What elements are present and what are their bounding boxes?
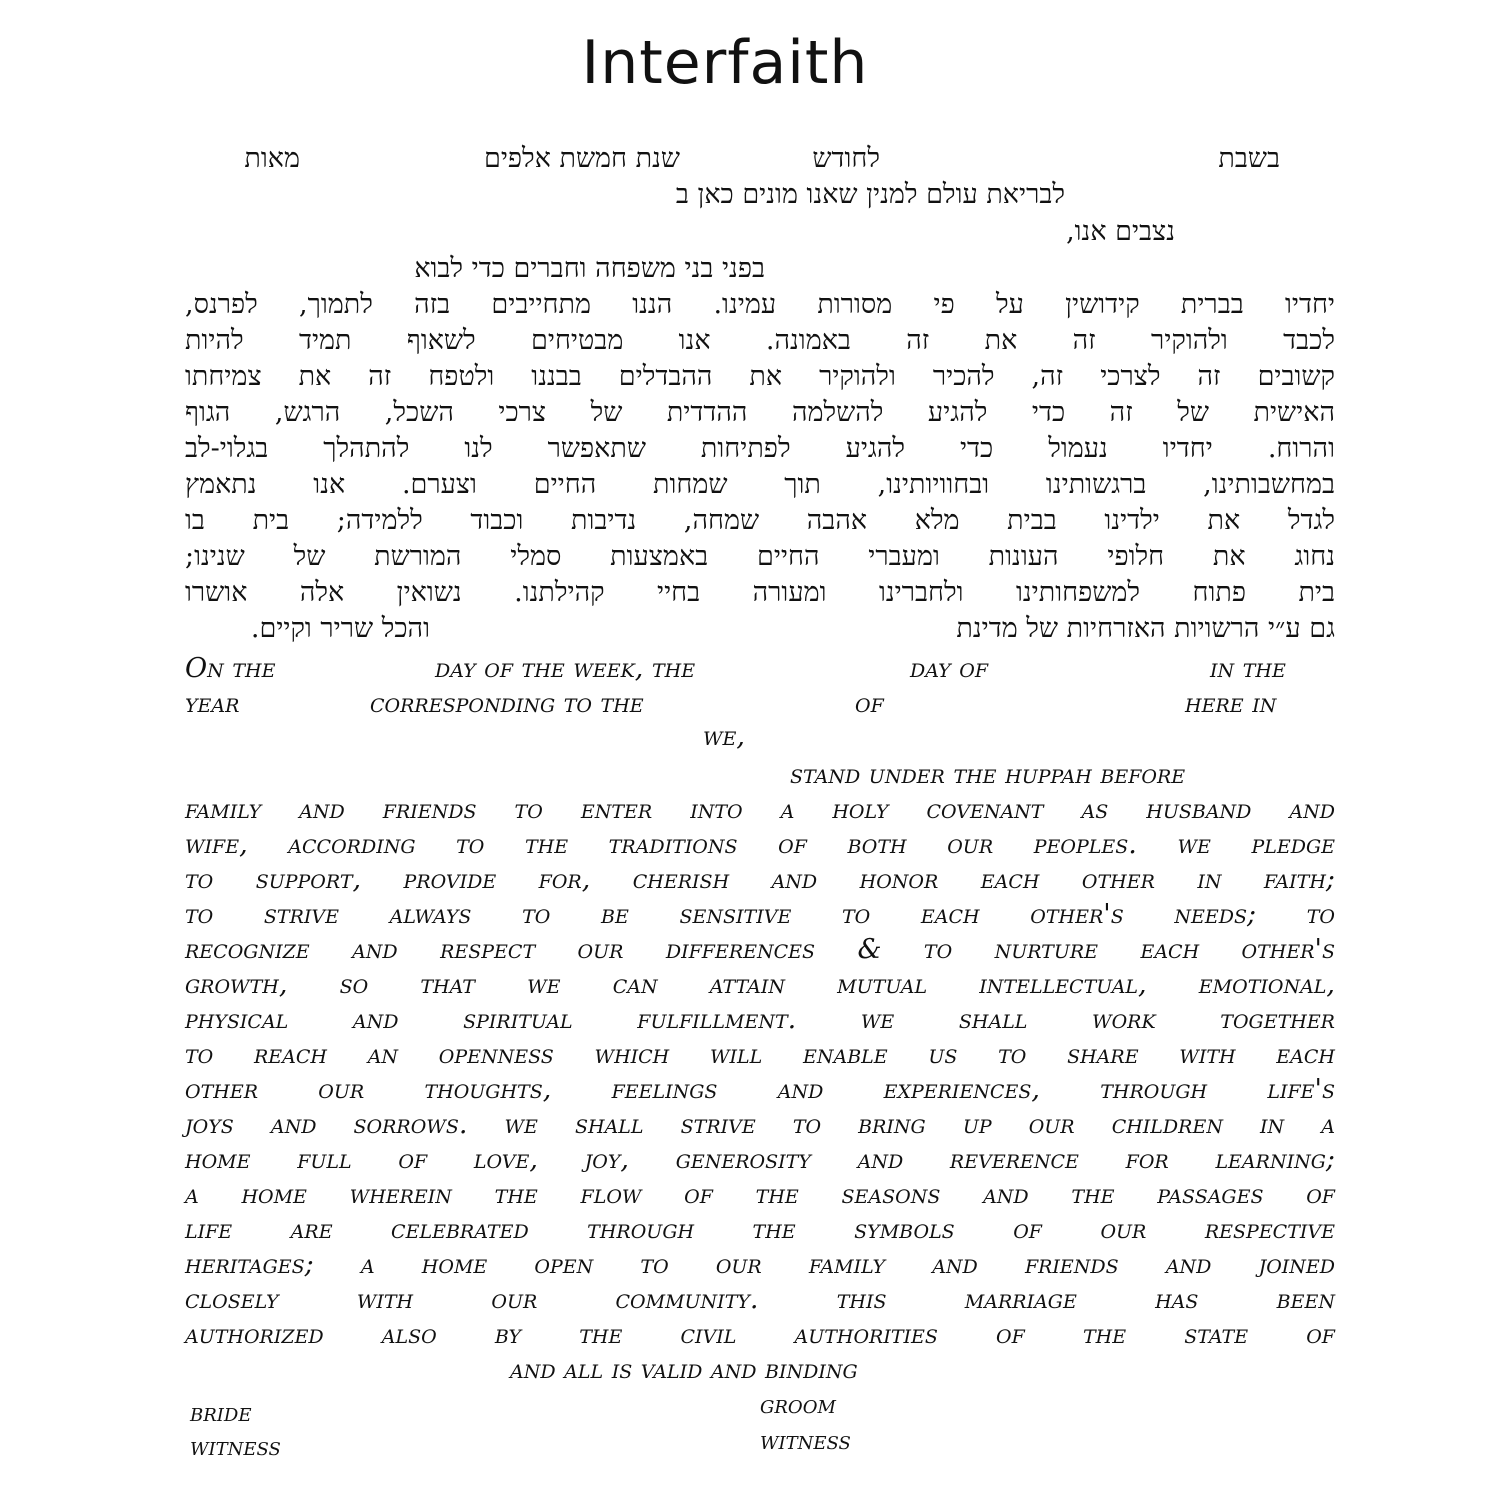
english-row2-1: year (185, 688, 240, 719)
english-body-line: growth, so that we can attain mutual intellectual, emotional, (185, 969, 1335, 1000)
hebrew-body-line: והרוח. יחדיו נעמול כדי להגיע לפתיחות שתאפשר לנו להתהלך בגלוי-לב (185, 433, 1335, 464)
hebrew-line-3: נצבים אנו, (1066, 216, 1175, 247)
ketubah-document (185, 120, 1335, 1490)
hebrew-date-word-2: לחודש (812, 143, 880, 174)
english-body-line: heritages; a home open to our family and friends and joined (185, 1249, 1335, 1280)
signature-witness-left-label: witness (190, 1432, 281, 1461)
english-body-line: wife, according to the traditions of both our peoples. we pledge (185, 829, 1335, 860)
hebrew-body-line: קשובים זה לצרכי זה, להכיר ולהוקיר את ההבדלים בבננו ולטפח זה את צמיחתו (185, 361, 1335, 392)
english-body-line: to support, provide for, cherish and honor each other in faith; (185, 864, 1335, 895)
hebrew-body-line: לגדל את ילדינו בבית מלא אהבה שמחה, נדיבות וכבוד ללמידה; בית בו (185, 505, 1335, 536)
english-body-line: recognize and respect our differences & to nurture each other's (185, 934, 1335, 965)
english-body-line: home full of love, joy, generosity and reverence for learning; (185, 1144, 1335, 1175)
english-body-line: joys and sorrows. we shall strive to bring up our children in a (185, 1109, 1335, 1140)
english-row2-3: of (855, 688, 884, 719)
hebrew-body-line: בית פתוח למשפחותינו ולחברינו ומעורה בחיי קהילתנו. נשואין אלה אושרו (185, 577, 1335, 608)
english-row2-2: corresponding to the (370, 688, 644, 719)
hebrew-date-word-4: מאות (244, 143, 300, 174)
hebrew-line-2: לבריאת עולם למנין שאנו מונים כאן ב (675, 179, 1065, 210)
signature-bride-label: bride (190, 1398, 252, 1427)
hebrew-body-line: במחשבותינו, ברגשותינו ובחוויותינו, תוך שמחות החיים וצערם. אנו נתאמץ (185, 469, 1335, 500)
english-body-line: to reach an openness which will enable us to share with each (185, 1039, 1335, 1070)
english-row1-1: On the (185, 653, 276, 684)
english-row2-4: here in (1185, 688, 1277, 719)
english-body-line: closely with our community. this marriage has been (185, 1284, 1335, 1315)
english-row1-2: day of the week, the (435, 653, 696, 684)
english-body-line: authorized also by the civil authorities of the state of (185, 1319, 1335, 1350)
hebrew-body-line: יחדיו בברית קידושין על פי מסורות עמינו. הננו מתחייבים בזה לתמוך, לפרנס, (185, 289, 1335, 320)
english-stand-line: stand under the huppah before (790, 759, 1186, 790)
hebrew-body-line: האישית של זה כדי להגיע להשלמה ההדדית של צרכי השכל, הרגש, הגוף (185, 397, 1335, 428)
english-we: we, (703, 721, 745, 752)
hebrew-body-line: נחוג את חלופי העונות ומעברי החיים באמצעות סמלי המורשת של שנינו; (185, 541, 1335, 572)
english-body-line: family and friends to enter into a holy covenant as husband and (185, 794, 1335, 825)
english-row1-3: day of (910, 653, 989, 684)
english-body-line: other our thoughts, feelings and experiences, through life's (185, 1074, 1335, 1105)
hebrew-closing: והכל שריר וקיים. (250, 613, 430, 644)
hebrew-line-4: בפני בני משפחה וחברים כדי לבוא (414, 253, 765, 284)
signature-groom-label: groom (760, 1390, 836, 1419)
english-body-line: a home wherein the flow of the seasons and the passages of (185, 1179, 1335, 1210)
english-final-line: and all is valid and binding (510, 1354, 858, 1385)
english-body-line: to strive always to be sensitive to each other's needs; to (185, 899, 1335, 930)
page-title: Interfaith (581, 28, 869, 98)
english-row1-4: in the (1210, 653, 1286, 684)
hebrew-date-word-3: שנת חמשת אלפים (483, 143, 680, 174)
hebrew-date-word-1: בשבת (1218, 143, 1280, 174)
hebrew-body-line: גם ע״י הרשויות האזרחיות של מדינת (956, 613, 1335, 644)
english-body-line: life are celebrated through the symbols of our respective (185, 1214, 1335, 1245)
signature-witness-right-label: witness (760, 1426, 851, 1455)
english-body-line: physical and spiritual fulfillment. we shall work together (185, 1004, 1335, 1035)
hebrew-body-line: לכבד ולהוקיר זה את זה באמונה. אנו מבטיחים לשאוף תמיד להיות (185, 325, 1335, 356)
